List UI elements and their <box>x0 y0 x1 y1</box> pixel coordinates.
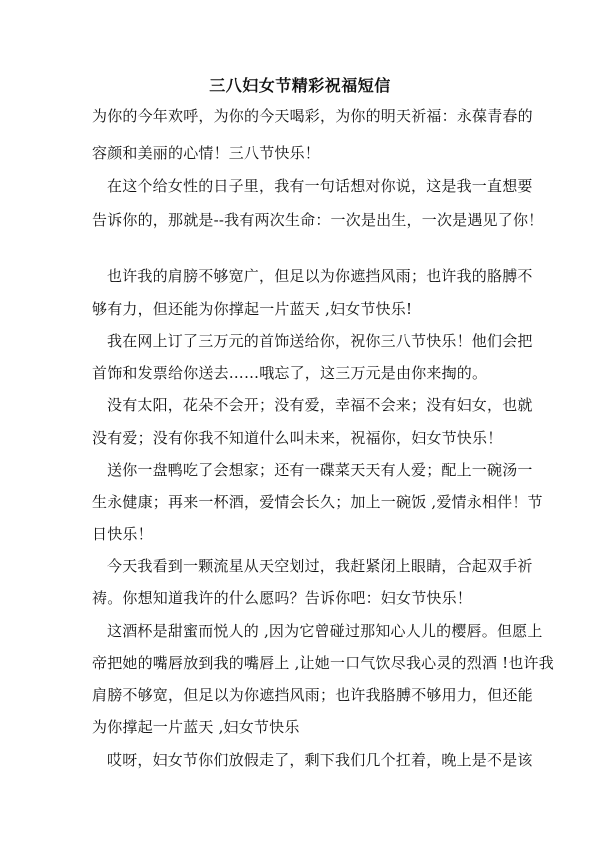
text-line: 也许我的肩膀不够宽广，但足以为你遮挡风雨；也许我的胳膊不 <box>107 267 533 285</box>
text-line: 首饰和发票给你送去……哦忘了，这三万元是由你来掏的。 <box>92 364 488 382</box>
text-line: 为你撑起一片蓝天 ,妇女节快乐 <box>92 718 300 736</box>
text-line: 今天我看到一颗流星从天空划过，我赶紧闭上眼睛，合起双手祈 <box>107 557 533 575</box>
text-line: 没有太阳，花朵不会开；没有爱，幸福不会来；没有妇女，也就 <box>107 396 533 414</box>
text-line: 为你的今年欢呼，为你的今天喝彩，为你的明天祈福：永葆青春的 <box>92 107 533 125</box>
document-title: 三八妇女节精彩祝福短信 <box>209 76 391 95</box>
text-line: 我在网上订了三万元的首饰送给你，祝你三八节快乐！他们会把 <box>107 332 533 350</box>
text-line: 没有爱；没有你我不知道什么叫未来，祝福你，妇女节快乐！ <box>92 429 503 447</box>
text-line: 肩膀不够宽，但足以为你遮挡风雨；也许我胳膊不够用力，但还能 <box>92 686 533 704</box>
text-line: 送你一盘鸭吃了会想家；还有一碟菜天天有人爱；配上一碗汤一 <box>107 461 533 479</box>
text-line: 生永健康；再来一杯酒，爱情会长久；加上一碗饭 ,爱情永相伴！节 <box>92 493 543 511</box>
text-line: 这酒杯是甜蜜而悦人的 ,因为它曾碰过那知心人儿的樱唇。但愿上 <box>107 622 543 640</box>
text-line: 在这个给女性的日子里，我有一句话想对你说，这是我一直想要 <box>107 177 533 195</box>
text-line: 哎呀，妇女节你们放假走了，剩下我们几个扛着，晚上是不是该 <box>107 751 533 769</box>
text-line: 容颜和美丽的心情！三八节快乐！ <box>92 144 321 162</box>
text-line: 告诉你的，那就是--我有两次生命：一次是出生，一次是遇见了你！ <box>92 211 544 229</box>
text-line: 祷。你想知道我许的什么愿吗？告诉你吧：妇女节快乐！ <box>92 589 473 607</box>
text-line: 日快乐！ <box>92 525 153 543</box>
text-line: 帝把她的嘴唇放到我的嘴唇上 ,让她一口气饮尽我心灵的烈酒 !也许我 <box>92 654 554 672</box>
text-line: 够有力，但还能为你撑起一片蓝天 ,妇女节快乐! <box>92 300 413 318</box>
